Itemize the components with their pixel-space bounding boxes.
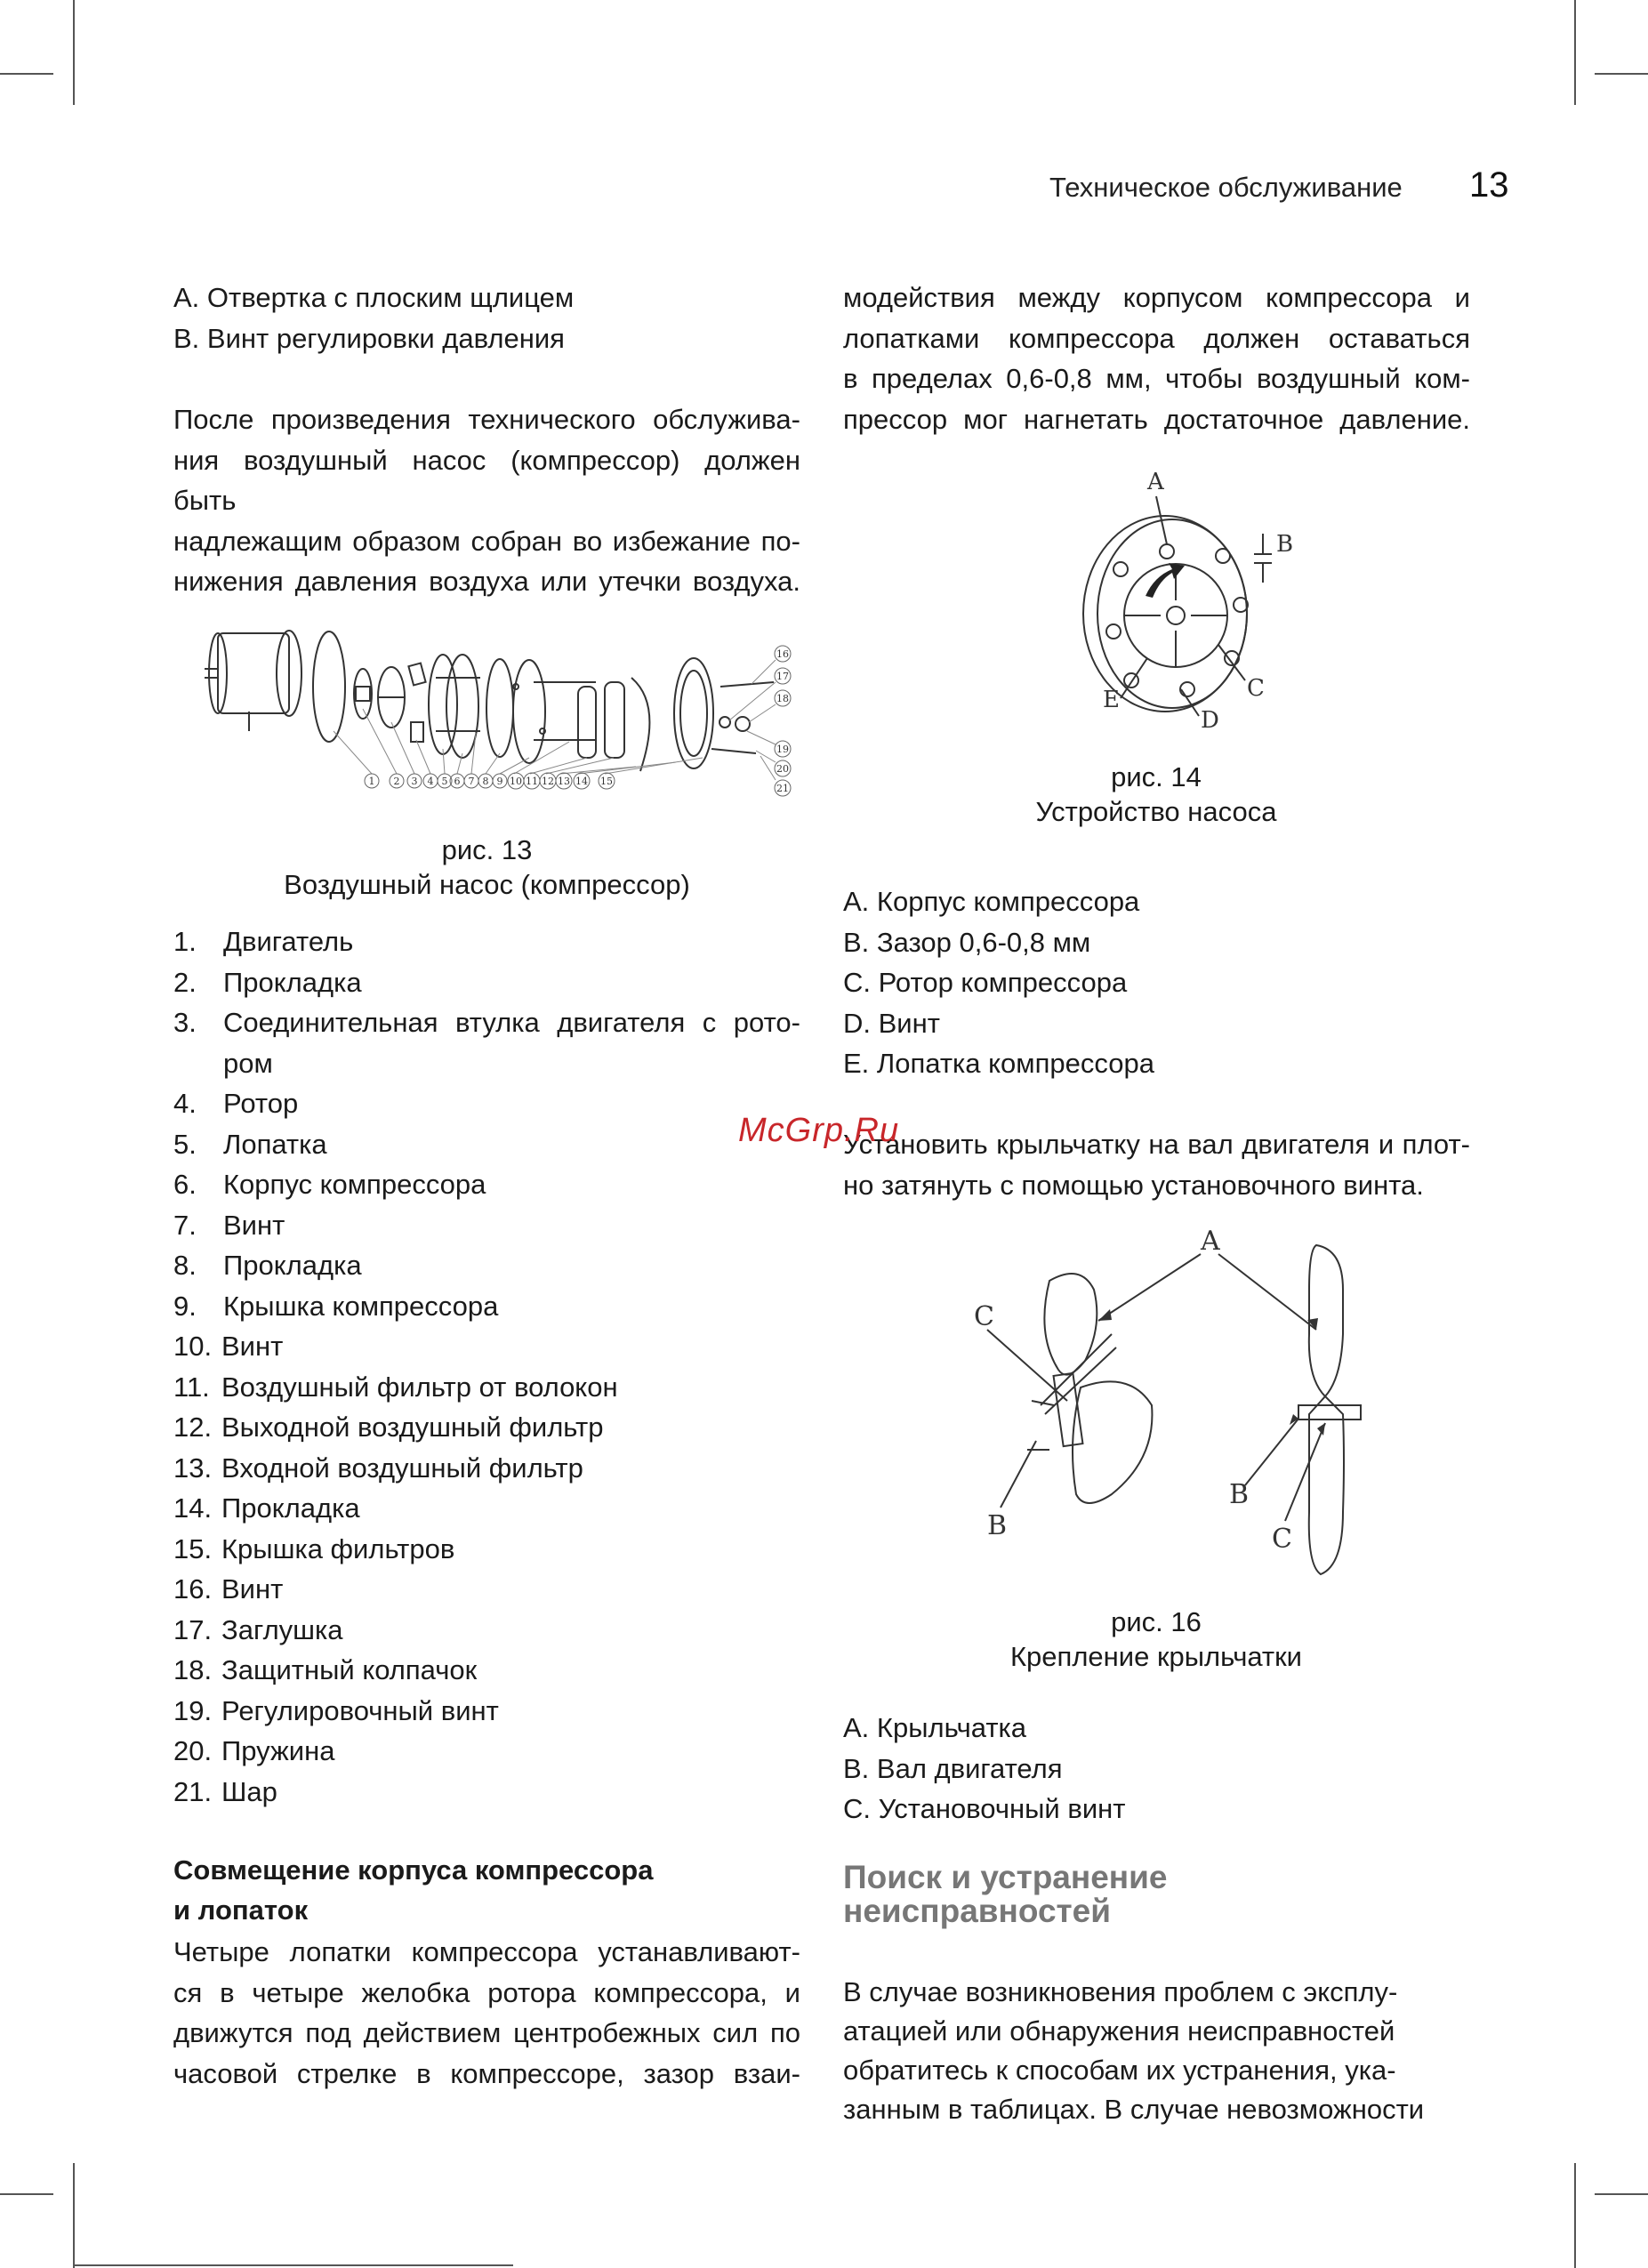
figure-14-caption xyxy=(907,760,1405,829)
callout: 18 xyxy=(776,693,789,704)
legend-item: A. Корпус компрессора xyxy=(843,886,1140,917)
crop-mark xyxy=(0,2193,53,2195)
list-item: 11. Воздушный фильтр от волокон xyxy=(173,1371,618,1403)
legend-item: A. Крыльчатка xyxy=(843,1712,1027,1743)
list-item: 15. Крышка фильтров xyxy=(173,1532,455,1564)
crop-mark xyxy=(1574,2163,1576,2268)
crop-mark xyxy=(0,73,53,75)
callout: 1 xyxy=(368,776,375,787)
legend-item: B. Зазор 0,6-0,8 мм xyxy=(843,926,1091,958)
figure-16-impeller-mounting xyxy=(925,1227,1423,1601)
text-line: обратитесь к способам их устранения, ука- xyxy=(843,2055,1396,2086)
list-item: 6. Корпус компрессора xyxy=(173,1169,486,1200)
section-title-line: неисправностей xyxy=(843,1893,1112,1929)
list-item: 21. Шар xyxy=(173,1775,277,1807)
text-line: модействия между корпусом компрессора и xyxy=(843,282,1470,313)
callout: 20 xyxy=(776,763,789,775)
crop-mark xyxy=(73,2163,75,2268)
label-b: B xyxy=(1229,1479,1250,1510)
callout: 13 xyxy=(558,776,570,787)
callout: 17 xyxy=(776,671,789,682)
label-c: C xyxy=(1272,1524,1292,1555)
crop-mark xyxy=(1595,73,1648,75)
list-item: 5. Лопатка xyxy=(173,1128,327,1160)
text-line: нижения давления воздуха или утечки воздуха. xyxy=(173,566,800,597)
paragraph-assembly xyxy=(173,399,800,602)
list-item: 2. Прокладка xyxy=(173,966,362,998)
text-line: движутся под действием центробежных сил по xyxy=(173,2017,800,2048)
label-c: C xyxy=(1247,675,1265,702)
callout: 8 xyxy=(482,776,489,787)
list-item: 3. Соединительная втулка двигателя с рото- xyxy=(173,1007,800,1038)
legend-item: C. Ротор компрессора xyxy=(843,967,1128,998)
text-line: В случае возникновения проблем с эксплу- xyxy=(843,1976,1398,2007)
callout: 3 xyxy=(411,776,418,787)
list-item: 17. Заглушка xyxy=(173,1613,343,1645)
list-item: 18. Защитный колпачок xyxy=(173,1654,478,1685)
legend-fig16 xyxy=(843,1708,1470,1830)
figure-16-caption xyxy=(907,1604,1405,1674)
list-item: 4. Ротор xyxy=(173,1088,299,1119)
callout: 12 xyxy=(542,776,554,787)
callout: 16 xyxy=(776,648,789,660)
caption-title: Крепление крыльчатки xyxy=(1010,1641,1302,1672)
text-line: ния воздушный насос (компрессор) должен быть xyxy=(173,444,800,516)
legend-item: C. Установочный винт xyxy=(843,1793,1126,1824)
list-item: 10. Винт xyxy=(173,1331,284,1362)
text-line: часовой стрелке в компрессоре, зазор взаи- xyxy=(173,2057,800,2089)
paragraph-impeller xyxy=(843,1124,1470,1205)
subheading-line: Совмещение корпуса компрессора xyxy=(173,1854,654,1886)
paragraph-blades xyxy=(173,1932,800,2094)
label-c: C xyxy=(974,1301,994,1332)
legend-item: E. Лопатка компрессора xyxy=(843,1048,1154,1079)
subheading-line: и лопаток xyxy=(173,1894,309,1926)
figure-13-caption xyxy=(173,832,800,902)
list-item: 20. Пружина xyxy=(173,1735,335,1766)
label-e: E xyxy=(1103,687,1120,713)
label-b: B xyxy=(987,1510,1008,1541)
watermark: McGrp.Ru xyxy=(738,1112,900,1149)
crop-mark xyxy=(1574,0,1576,105)
list-item: 7. Винт xyxy=(173,1209,285,1241)
legend-item: B. Винт регулировки давления xyxy=(173,322,565,354)
callout: 4 xyxy=(427,776,434,787)
callout: 11 xyxy=(526,776,538,787)
bottom-rule xyxy=(73,2264,513,2266)
caption-number: рис. 16 xyxy=(1111,1606,1202,1637)
text-line: лопатками компрессора должен оставаться xyxy=(843,322,1470,354)
caption-title: Воздушный насос (компрессор) xyxy=(284,869,690,900)
callout: 19 xyxy=(776,744,789,755)
list-item: 16. Винт xyxy=(173,1573,284,1604)
callout: 9 xyxy=(496,776,503,787)
parts-list xyxy=(173,921,800,1812)
list-item: 19. Регулировочный винт xyxy=(173,1694,499,1726)
text-line: занным в таблицах. В случае невозможности xyxy=(843,2094,1425,2125)
paragraph-troubleshooting xyxy=(843,1973,1470,2129)
running-header: Техническое обслуживание xyxy=(1049,172,1403,203)
list-item: 14. Прокладка xyxy=(173,1492,360,1524)
list-item: ром xyxy=(223,1047,273,1079)
caption-number: рис. 13 xyxy=(441,834,533,865)
label-a: A xyxy=(1147,469,1164,495)
text-line: надлежащим образом собран во избежание по- xyxy=(173,525,800,557)
text-line: Четыре лопатки компрессора устанавливают- xyxy=(173,1936,800,1967)
text-line: прессор мог нагнетать достаточное давление. xyxy=(843,403,1470,435)
section-title xyxy=(843,1861,1167,1928)
list-item: 9. Крышка компрессора xyxy=(173,1290,499,1322)
text-line: в пределах 0,6-0,8 мм, чтобы воздушный ком- xyxy=(843,363,1470,394)
label-a: A xyxy=(1201,1227,1220,1257)
legend-item: B. Вал двигателя xyxy=(843,1752,1063,1784)
caption-number: рис. 14 xyxy=(1111,761,1202,792)
crop-mark xyxy=(73,0,75,105)
legend-tools xyxy=(173,277,800,358)
legend-fig14 xyxy=(843,881,1470,1084)
figure-14-pump-device xyxy=(1067,462,1298,729)
text-line: Установить крыльчатку на вал двигателя и плот- xyxy=(843,1129,1470,1160)
callout: 2 xyxy=(393,776,400,787)
paragraph-clearance xyxy=(843,277,1470,439)
list-item: 1. Двигатель xyxy=(173,926,354,957)
caption-title: Устройство насоса xyxy=(1035,796,1277,827)
text-line: ся в четыре желобка ротора компрессора, и xyxy=(173,1976,800,2008)
callout: 10 xyxy=(510,776,522,787)
text-line: но затянуть с помощью установочного винта. xyxy=(843,1169,1424,1201)
label-b: B xyxy=(1276,531,1294,558)
legend-item: A. Отвертка с плоским щлицем xyxy=(173,282,575,313)
list-item: 13. Входной воздушный фильтр xyxy=(173,1452,583,1484)
text-line: атацией или обнаружения неисправностей xyxy=(843,2015,1395,2047)
callout: 5 xyxy=(441,776,448,787)
callout: 6 xyxy=(454,776,461,787)
list-item: 12. Выходной воздушный фильтр xyxy=(173,1411,604,1443)
crop-mark xyxy=(1595,2193,1648,2195)
text-line: После произведения технического обслужива- xyxy=(173,404,800,435)
callout: 21 xyxy=(776,783,789,794)
subheading-alignment xyxy=(173,1850,800,1930)
list-item: 8. Прокладка xyxy=(173,1250,362,1281)
callout: 7 xyxy=(468,776,475,787)
page-number: 13 xyxy=(1469,165,1509,205)
legend-item: D. Винт xyxy=(843,1007,940,1039)
label-d: D xyxy=(1201,707,1219,729)
callout: 14 xyxy=(575,776,588,787)
callout: 15 xyxy=(600,776,613,787)
figure-13-exploded-compressor xyxy=(178,598,800,811)
section-title-line: Поиск и устранение xyxy=(843,1859,1168,1895)
